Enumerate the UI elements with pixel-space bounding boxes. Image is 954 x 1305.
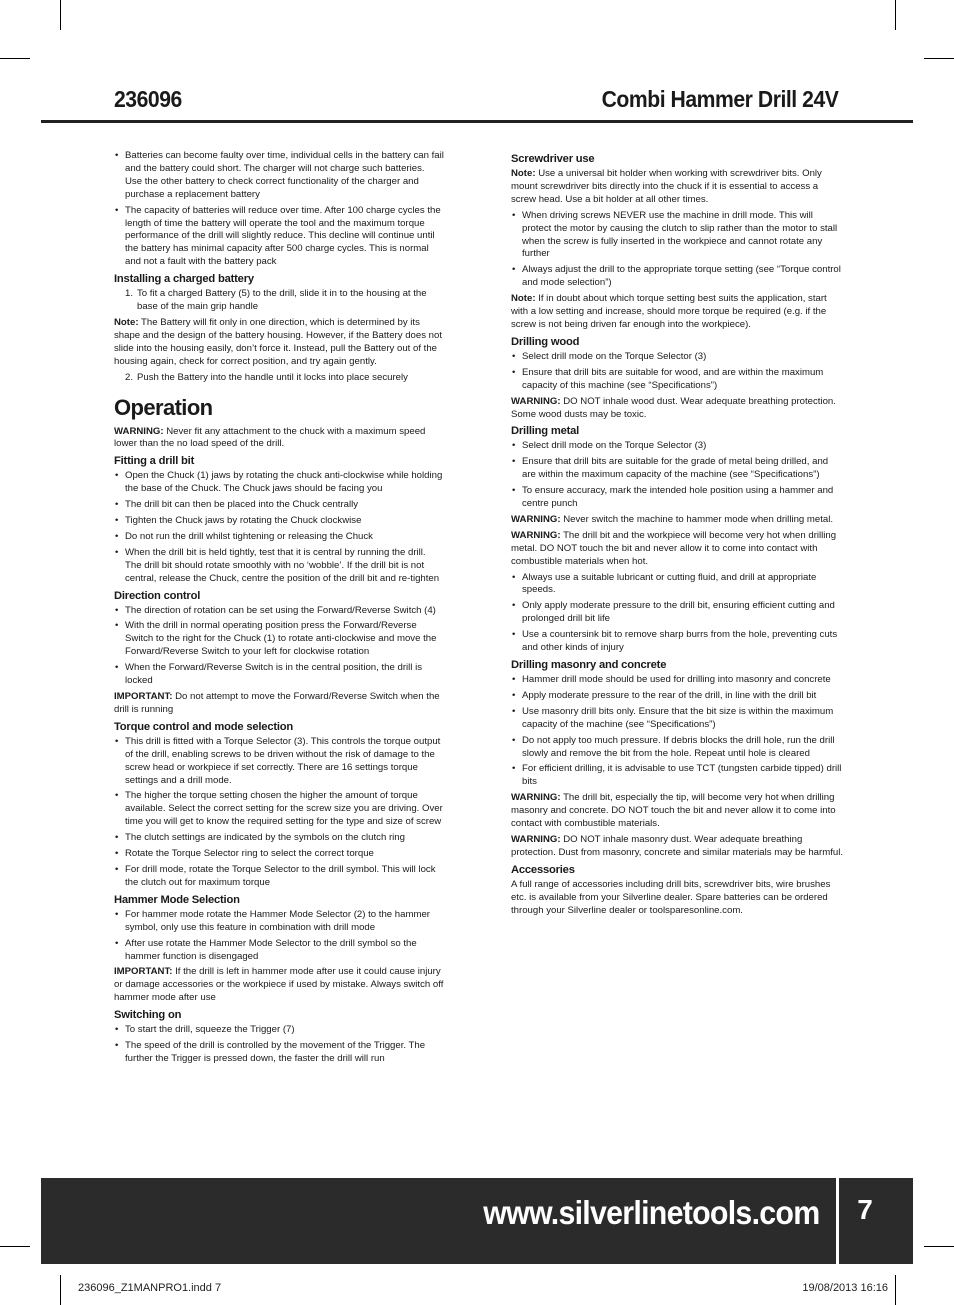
list-item: • Ensure that drill bits are suitable for wood, and are within the maximum capacity of this machine (see “Specifications”) — [511, 367, 843, 393]
list-item: • Hammer drill mode should be used for drilling into masonry and concrete — [511, 674, 843, 687]
warning-text: DO NOT inhale masonry dust. Wear adequate breathing protection. Dust from masonry, concrete and similar materials may be harmful. — [511, 833, 843, 858]
torque-list — [114, 736, 444, 890]
print-slug-file: 236096_Z1MANPRO1.indd 7 — [78, 1282, 222, 1294]
crop-mark — [0, 1246, 30, 1247]
list-item: • The higher the torque setting chosen the higher the amount of torque available. Select the correct setting for the screw size you are driving. Over time you will get to know the required setting for the type and size of screw — [114, 790, 444, 829]
warning-label: WARNING: — [511, 395, 561, 407]
important-label: IMPORTANT: — [114, 966, 173, 978]
list-item: • For efficient drilling, it is advisable to use TCT (tungsten carbide tipped) drill bits — [511, 763, 843, 789]
direction-important — [114, 691, 444, 717]
note-text: If in doubt about which torque setting best suits the application, start with a low setting and increase, should more torque be required (e.g. if the screw is not being driven far enough into the workpiece). — [511, 293, 827, 330]
list-item: • When the Forward/Reverse Switch is in the central position, the drill is locked — [114, 662, 444, 688]
note-text: Use a universal bit holder when working with screwdriver bits. Only mount screwdriver bits directly into the chuck if it is essential to access a screw head. Use a bit holder at all other times. — [511, 168, 822, 205]
metal-warning — [511, 514, 843, 527]
step-number: 1. — [125, 288, 134, 300]
print-slug-date: 19/08/2013 16:16 — [802, 1282, 888, 1294]
list-item: • The capacity of batteries will reduce over time. After 100 charge cycles the length of time the battery will operate the tool and the maximum torque performance of the drill will slightly reduce. This decline will continue until the battery has minimal capacity after 500 charge cycles. This is normal and not a fault with the battery pack — [114, 205, 444, 270]
warning-text: DO NOT inhale wood dust. Wear adequate breathing protection. Some wood dusts may be toxic. — [511, 395, 836, 420]
install-steps — [114, 288, 444, 314]
product-code: 236096 — [114, 86, 182, 112]
warning-label: WARNING: — [114, 425, 164, 437]
warning-text: The drill bit and the workpiece will become very hot when drilling metal. DO NOT touch the bit and never allow it to come into contact with combustible materials when hot. — [511, 529, 837, 567]
metal-warning — [511, 530, 843, 569]
list-item: • With the drill in normal operating position press the Forward/Reverse Switch to the right for the Chuck (1) to rotate anti-clockwise and move the Forward/Reverse Switch to your left for clockwise rotation — [114, 620, 444, 659]
crop-mark — [60, 1275, 61, 1305]
install-note — [114, 317, 444, 369]
list-item: • Open the Chuck (1) jaws by rotating the chuck anti-clockwise while holding the base of the Chuck. The Chuck jaws should be facing you — [114, 470, 444, 496]
note-label: Note: — [511, 168, 536, 179]
crop-mark — [924, 1246, 954, 1247]
section-heading-drilling-metal: Drilling metal — [511, 425, 580, 438]
section-heading-direction-control: Direction control — [114, 589, 201, 602]
warning-label: WARNING: — [511, 792, 561, 804]
list-item: • The speed of the drill is controlled by the movement of the Trigger. The further the Trigger is pressed down, the faster the drill will run — [114, 1040, 444, 1066]
masonry-warning — [511, 834, 843, 860]
step-text: To fit a charged Battery (5) to the drill, slide it in to the housing at the base of the main grip handle — [137, 288, 427, 313]
list-item: • When driving screws NEVER use the machine in drill mode. This will protect the motor by causing the clutch to slip rather than the motor to stall when the screw is fully inserted in the workpiece and cannot rotate any further — [511, 210, 843, 262]
list-item: • Batteries can become faulty over time, individual cells in the battery can fail and the battery could short. The charger will not charge such batteries. Use the other battery to check correct functionality of the charger and purchase a replacement battery — [114, 150, 444, 202]
section-heading-drilling-wood: Drilling wood — [511, 335, 580, 348]
warning-text: Never fit any attachment to the chuck with a maximum speed lower than the no load speed of the drill. — [114, 425, 426, 450]
list-item: • For drill mode, rotate the Torque Selector to the drill symbol. This will lock the clutch out for maximum torque — [114, 864, 444, 890]
important-text: Do not attempt to move the Forward/Reverse Switch when the drill is running — [114, 691, 440, 715]
list-item: • The direction of rotation can be set using the Forward/Reverse Switch (4) — [114, 605, 444, 618]
list-item: • Tighten the Chuck jaws by rotating the Chuck clockwise — [114, 515, 444, 528]
step-text: Push the Battery into the handle until it locks into place securely — [137, 371, 408, 383]
important-label: IMPORTANT: — [114, 691, 173, 702]
wood-list — [511, 351, 843, 393]
list-item: • After use rotate the Hammer Mode Selector to the drill symbol so the hammer function is disengaged — [114, 938, 444, 964]
page-number: 7 — [857, 1194, 873, 1225]
website-link[interactable]: www.silverlinetools.com — [482, 1194, 819, 1231]
section-heading-accessories: Accessories — [511, 863, 575, 876]
list-item: • Use a countersink bit to remove sharp burrs from the hole, preventing cuts and other kinds of injury — [511, 629, 843, 655]
list-item: • The clutch settings are indicated by the symbols on the clutch ring — [114, 832, 444, 845]
list-item — [114, 372, 444, 385]
wood-warning — [511, 396, 843, 422]
section-heading-switching-on: Switching on — [114, 1009, 182, 1022]
battery-list — [114, 150, 444, 269]
section-title-operation: Operation — [114, 394, 213, 420]
fitting-list — [114, 470, 444, 585]
hammer-list — [114, 909, 444, 964]
crop-mark — [60, 0, 61, 30]
list-item: • To ensure accuracy, mark the intended hole position using a hammer and centre punch — [511, 485, 843, 511]
warning-text: The drill bit, especially the tip, will become very hot when drilling masonry and concrete. DO NOT touch the bit and never allow it to come into contact with combustible materials. — [511, 792, 836, 830]
header-rule — [41, 120, 913, 123]
step-number: 2. — [125, 371, 134, 383]
list-item: • Only apply moderate pressure to the drill bit, ensuring efficient cutting and prolonged drill bit life — [511, 600, 843, 626]
list-item: • Ensure that drill bits are suitable for the grade of metal being drilled, and are within the maximum capacity of the machine (see “Specifications”) — [511, 456, 843, 482]
note-label: Note: — [114, 316, 139, 328]
accessories-text: A full range of accessories including drill bits, screwdriver bits, wire brushes etc. is available from your Silverline dealer. Spare batteries can be ordered through your Silverline dealer or toolsparesonline.com. — [511, 878, 831, 916]
section-heading-torque-control: Torque control and mode selection — [114, 720, 294, 733]
warning-label: WARNING: — [511, 833, 561, 845]
warning-label: WARNING: — [511, 529, 561, 541]
list-item: • Always adjust the drill to the appropriate torque setting (see “Torque control and mode selection”) — [511, 264, 843, 290]
list-item — [114, 288, 444, 314]
note-text: The Battery will fit only in one direction, which is determined by its shape and the design of the battery housing. However, if the Battery does not slide into the housing easily, don’t force it. Instead, pull the Battery out of the housing again, check for correct position, and try again gently. — [114, 316, 443, 367]
metal-list-2 — [511, 572, 843, 655]
list-item: • Select drill mode on the Torque Selector (3) — [511, 351, 843, 364]
list-item: • Select drill mode on the Torque Selector (3) — [511, 440, 843, 453]
list-item: • This drill is fitted with a Torque Selector (3). This controls the torque output of the drill, enabling screws to be driven without the risk of damage to the screw head or workpiece if set correctly. There are 16 settings torque settings and a drill mode. — [114, 736, 444, 788]
page-title: Combi Hammer Drill 24V — [601, 86, 838, 112]
list-item: • For hammer mode rotate the Hammer Mode Selector (2) to the hammer symbol, only use this feature in combination with drill mode — [114, 909, 444, 935]
list-item: • Use masonry drill bits only. Ensure that the bit size is within the maximum capacity of the machine (see “Specifications”) — [511, 706, 843, 732]
list-item: • When the drill bit is held tightly, test that it is central by running the drill. The drill bit should rotate smoothly with no ‘wobble’. If the drill bit is not central, release the Chuck, centre the position of the drill bit and re-tighten — [114, 547, 444, 586]
section-heading-fitting-drill-bit: Fitting a drill bit — [114, 455, 195, 468]
crop-mark — [895, 1275, 896, 1305]
section-heading-hammer-mode: Hammer Mode Selection — [114, 893, 240, 906]
section-heading-drilling-masonry: Drilling masonry and concrete — [511, 659, 667, 671]
list-item: • The drill bit can then be placed into the Chuck centrally — [114, 499, 444, 512]
crop-mark — [924, 58, 954, 59]
list-item: • Always use a suitable lubricant or cutting fluid, and drill at appropriate speeds. — [511, 572, 843, 598]
footer-bar — [41, 1178, 913, 1264]
list-item: • Apply moderate pressure to the rear of the drill, in line with the drill bit — [511, 690, 843, 703]
list-item: • Rotate the Torque Selector ring to select the correct torque — [114, 848, 444, 861]
list-item: • Do not run the drill whilst tightening or releasing the Chuck — [114, 531, 444, 544]
hammer-important — [114, 966, 444, 1005]
masonry-warning — [511, 792, 843, 831]
screwdriver-note — [511, 168, 843, 207]
warning-text: Never switch the machine to hammer mode when drilling metal. — [563, 513, 834, 525]
section-heading-installing-battery: Installing a charged battery — [114, 273, 254, 286]
screwdriver-note-2 — [511, 293, 843, 332]
screwdriver-list — [511, 210, 843, 290]
important-text: If the drill is left in hammer mode after use it could cause injury or damage accessories or the workpiece if used by mistake. Always switch off hammer mode after use — [114, 966, 444, 1004]
install-steps-2 — [114, 372, 444, 385]
direction-list — [114, 605, 444, 688]
metal-list — [511, 440, 843, 511]
operation-warning — [114, 426, 444, 452]
section-heading-screwdriver-use: Screwdriver use — [511, 153, 595, 165]
left-column — [114, 150, 444, 1069]
crop-mark — [0, 58, 30, 59]
list-item: • Do not apply too much pressure. If debris blocks the drill hole, run the drill slowly and remove the bit from the hole. Repeat until hole is cleared — [511, 735, 843, 761]
list-item: • To start the drill, squeeze the Trigger (7) — [114, 1024, 444, 1037]
warning-label: WARNING: — [511, 513, 561, 525]
right-column — [511, 150, 843, 921]
note-label: Note: — [511, 293, 536, 305]
masonry-list — [511, 674, 843, 789]
switching-list — [114, 1024, 444, 1066]
crop-mark — [895, 0, 896, 30]
